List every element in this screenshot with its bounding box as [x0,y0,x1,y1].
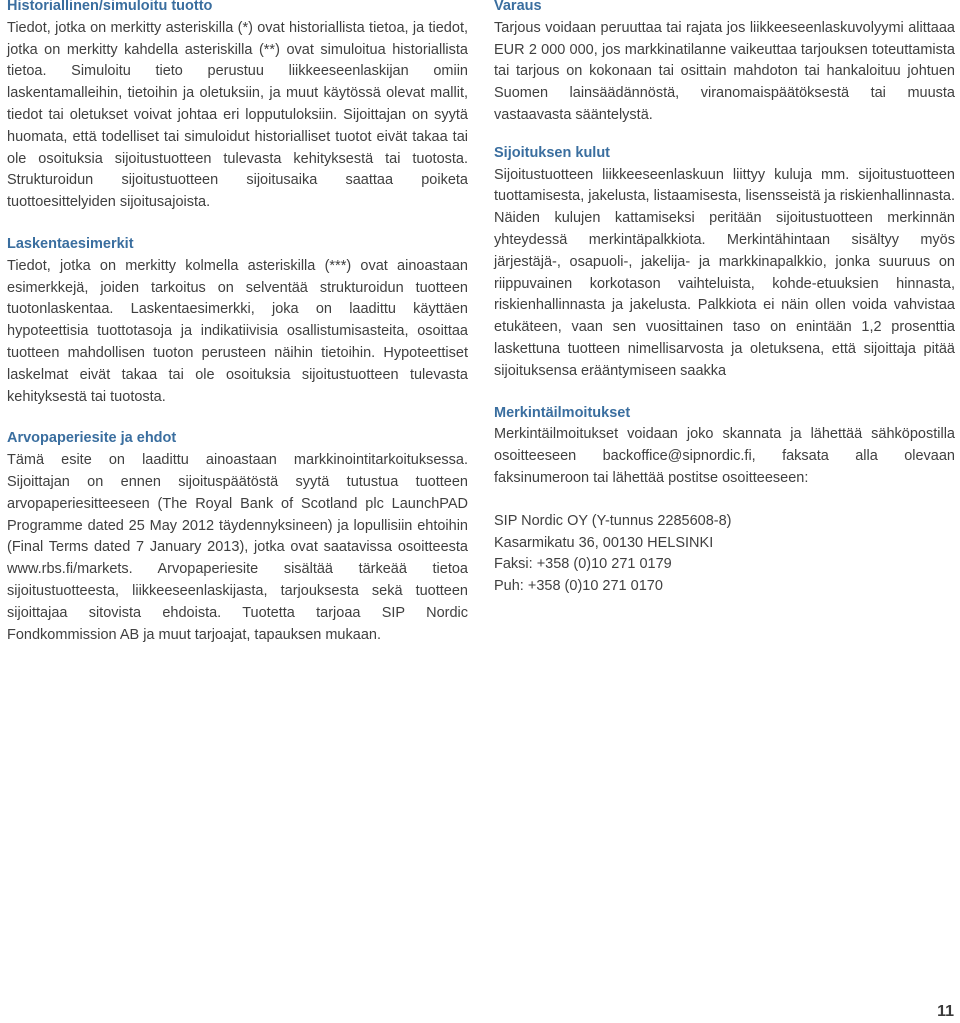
section-heading: Laskentaesimerkit [7,235,134,252]
contact-address [494,511,955,598]
right-column [494,0,955,618]
phone-number: Puh: +358 (0)10 271 0170 [494,578,663,595]
section-calculation-examples [7,234,468,408]
section-prospectus-terms [7,428,468,646]
company-name: SIP Nordic OY (Y-tunnus 2285608-8) [494,512,732,529]
section-body: Tämä esite on laadittu ainoastaan markkinointitarkoituksessa. Sijoittajan on ennen sijoituspäätöstä syytä tutustua tuotteen arvopaperiesitteeseen (The Royal Bank of Scotland plc LaunchPAD Programme dated 25 May 2012 täydennyksineen) ja lopullisiin ehtoihin (Final Terms dated 7 January 2013), jotka ovat saatavissa osoitteesta www.rbs.fi/markets. Arvopaperiesite sisältää tärkeää tietoa sijoitustuotteesta, liikkeeseenlaskijasta, tarjouksesta sekä tuotteen sijoittajaa sitovista ehdoista. Tuotetta tarjoaa SIP Nordic Fondkommission AB ja muut tarjoajat, tapauksen mukaan. [7,452,468,643]
section-body: Tiedot, jotka on merkitty kolmella asteriskilla (***) ovat ainoastaan esimerkkejä, joiden tarkoitus on selventää strukturoidun tuotteen tuotonlaskentaa. Laskentaesimerkki, joka on laadittu käyttäen hypoteettisia tuottotasoja ja indikatiivisia osallistumisasteita, osoittaa tuotteen mahdollisen tuoton perusteen näihin tietoihin. Hypoteettiset laskelmat eivät takaa tai ole osoituksia sijoitustuotteen tulevasta kehityksestä tai tuotosta. [7,257,468,405]
street-address: Kasarmikatu 36, 00130 HELSINKI [494,534,714,551]
section-body: Tiedot, jotka on merkitty asteriskilla (*) ovat historiallista tietoa, ja tiedot, jotka on merkitty kahdella asteriskilla (**) ovat simuloitua historiallista tietoa. Simuloitu tieto perustuu liikkeeseenlaskijan omiin laskentamalleihin, tietoihin ja oletuksiin, ja muut käytössä olevat mallit, tiedot tai oletukset voivat johtaa eri lopputuloksiin. Sijoittajan on syytä huomata, että todelliset tai simuloidut historialliset tuotot eivät takaa tai ole osoituksia sijoitustuotteen tulevasta kehityksestä tai tuotosta. Strukturoidun sijoitustuotteen sijoitusaika saattaa poiketa tuottoesittelyiden sijoitusajoista. [7,19,468,211]
section-heading: Historiallinen/simuloitu tuotto [7,0,213,14]
section-reservation [494,0,955,127]
section-body: Merkintäilmoitukset voidaan joko skannata ja lähettää sähköpostilla osoitteeseen backoffice@sipnordic.fi, faksata alla olevaan faksinumeroon tai lähettää postitse osoitteeseen: [494,426,955,486]
section-heading: Varaus [494,0,542,14]
section-body: Tarjous voidaan peruuttaa tai rajata jos liikkeeseenlaskuvolyymi alittaaa EUR 2 000 000, jos markkinatilanne vaikeuttaa tarjouksen toteuttamista tai tarjous on kokonaan tai osittain mahdoton tai hankaloituu johtuen Suomen lainsäädännöstä, viranomaispäätöksestä tai muusta vastaavasta sääntelystä. [494,19,955,123]
section-subscription-notices [494,403,955,598]
section-heading: Merkintäilmoitukset [494,404,631,421]
section-body: Sijoitustuotteen liikkeeseenlaskuun liittyy kuluja mm. sijoitustuotteen tuottamisesta, jakelusta, listaamisesta, lisensseistä ja riskienhallinnasta. Näiden kulujen kattamiseksi peritään sijoitustuotteen merkinnän yhteydessä merkintäpalkkiota. Merkintähintaan sisältyy myös järjestäjä-, osapuoli-, jakelija- ja markkinapalkkio, jonka suuruus on riippuvainen korkotason vaihteluista, kohde-etuuksien hinnasta, riskienhallinnasta ja jakelusta. Palkkiota ei näin ollen voida vahvistaa etukäteen, vaan sen vuosittainen taso on enintään 1,2 prosenttia laskettuna tuotteen nimellisarvosta ja oletuksena, että sijoittaja pitää sijoituksensa erääntymiseen saakka [494,166,955,379]
section-historical-return [7,0,468,214]
fax-number: Faksi: +358 (0)10 271 0179 [494,556,672,573]
section-investment-costs [494,143,955,383]
section-heading: Sijoituksen kulut [494,144,611,161]
page-number: 11 [937,1003,954,1020]
section-heading: Arvopaperiesite ja ehdot [7,430,177,447]
left-column [7,0,468,666]
